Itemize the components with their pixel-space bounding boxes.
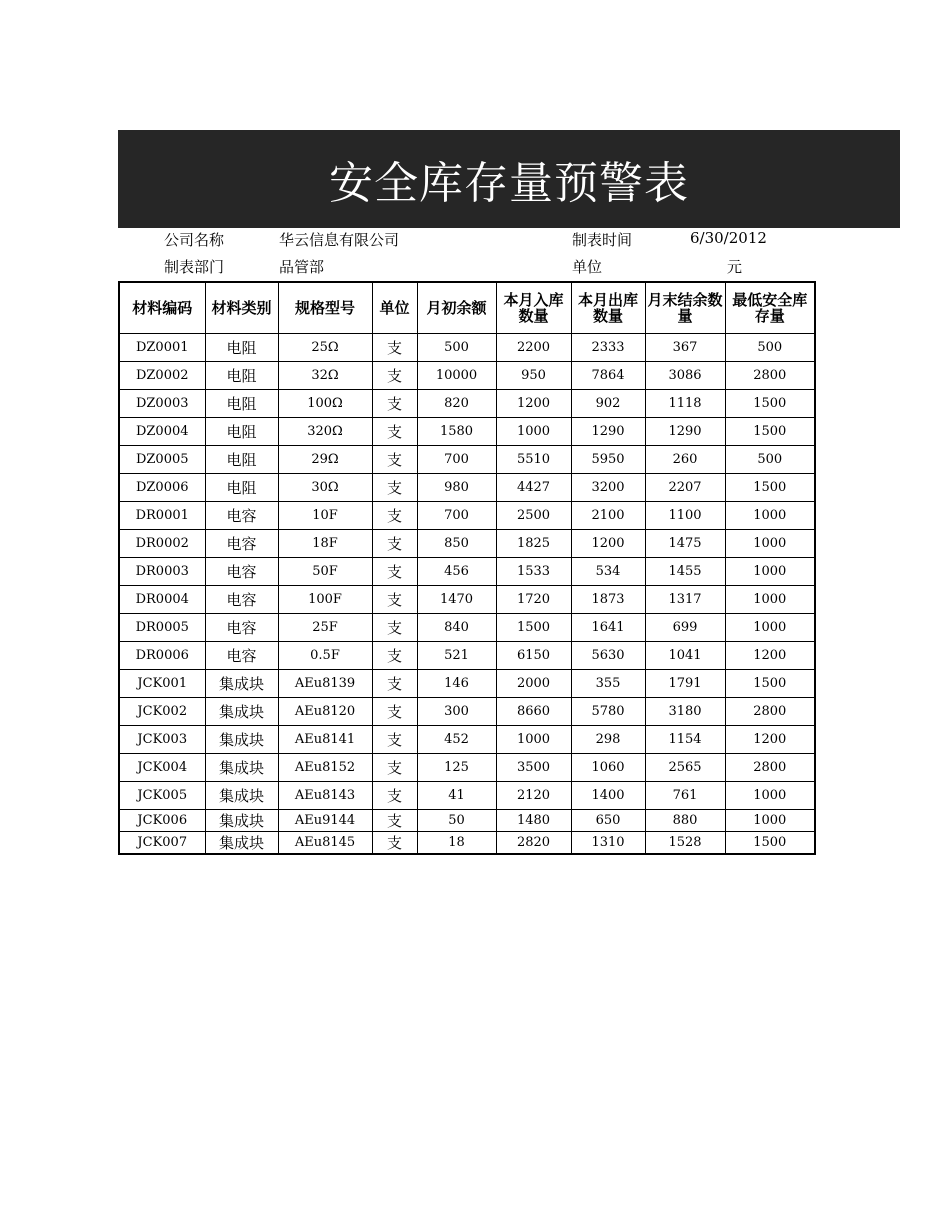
- cell-category: 电阻: [205, 446, 278, 474]
- cell-unit: 支: [372, 782, 417, 810]
- table-row: [119, 832, 815, 855]
- cell-inbound: 950: [496, 362, 571, 390]
- header-unit: 单位: [372, 282, 417, 334]
- cell-opening: 452: [417, 726, 496, 754]
- cell-category: 电阻: [205, 362, 278, 390]
- cell-safety: 2800: [725, 754, 815, 782]
- cell-spec: 50F: [278, 558, 372, 586]
- cell-spec: 10F: [278, 502, 372, 530]
- department-value: 品管部: [279, 258, 325, 276]
- header-outbound: 本月出库数量: [571, 282, 645, 334]
- table-row: [119, 502, 815, 530]
- cell-spec: 100F: [278, 586, 372, 614]
- cell-opening: 700: [417, 502, 496, 530]
- table-row: [119, 810, 815, 832]
- cell-code: JCK003: [119, 726, 205, 754]
- table-row: [119, 558, 815, 586]
- cell-unit: 支: [372, 446, 417, 474]
- cell-closing: 1100: [645, 502, 725, 530]
- cell-safety: 500: [725, 446, 815, 474]
- cell-inbound: 2200: [496, 334, 571, 362]
- cell-safety: 1500: [725, 418, 815, 446]
- cell-inbound: 1000: [496, 418, 571, 446]
- cell-closing: 2565: [645, 754, 725, 782]
- cell-outbound: 5630: [571, 642, 645, 670]
- cell-inbound: 1200: [496, 390, 571, 418]
- cell-opening: 10000: [417, 362, 496, 390]
- table-row: [119, 530, 815, 558]
- cell-inbound: 3500: [496, 754, 571, 782]
- cell-code: DZ0003: [119, 390, 205, 418]
- cell-inbound: 1500: [496, 614, 571, 642]
- cell-category: 集成块: [205, 754, 278, 782]
- cell-safety: 1000: [725, 586, 815, 614]
- cell-outbound: 2100: [571, 502, 645, 530]
- cell-inbound: 2500: [496, 502, 571, 530]
- cell-outbound: 1310: [571, 832, 645, 855]
- cell-safety: 1500: [725, 390, 815, 418]
- cell-outbound: 1873: [571, 586, 645, 614]
- cell-outbound: 902: [571, 390, 645, 418]
- cell-outbound: 650: [571, 810, 645, 832]
- cell-opening: 500: [417, 334, 496, 362]
- cell-inbound: 1480: [496, 810, 571, 832]
- cell-inbound: 1720: [496, 586, 571, 614]
- table-row: [119, 698, 815, 726]
- company-label: 公司名称: [164, 231, 225, 249]
- cell-unit: 支: [372, 418, 417, 446]
- cell-code: DZ0001: [119, 334, 205, 362]
- header-spec: 规格型号: [278, 282, 372, 334]
- cell-closing: 2207: [645, 474, 725, 502]
- cell-closing: 1791: [645, 670, 725, 698]
- cell-inbound: 2120: [496, 782, 571, 810]
- cell-opening: 18: [417, 832, 496, 855]
- table-row: [119, 362, 815, 390]
- cell-outbound: 1200: [571, 530, 645, 558]
- cell-outbound: 7864: [571, 362, 645, 390]
- cell-safety: 1500: [725, 832, 815, 855]
- cell-opening: 1470: [417, 586, 496, 614]
- cell-opening: 850: [417, 530, 496, 558]
- cell-unit: 支: [372, 390, 417, 418]
- cell-code: DZ0005: [119, 446, 205, 474]
- cell-closing: 1528: [645, 832, 725, 855]
- inventory-table: [118, 281, 816, 855]
- cell-opening: 1580: [417, 418, 496, 446]
- cell-code: JCK007: [119, 832, 205, 855]
- cell-unit: 支: [372, 502, 417, 530]
- header-inbound: 本月入库数量: [496, 282, 571, 334]
- cell-closing: 260: [645, 446, 725, 474]
- cell-opening: 41: [417, 782, 496, 810]
- cell-code: DR0001: [119, 502, 205, 530]
- cell-closing: 1317: [645, 586, 725, 614]
- cell-category: 集成块: [205, 782, 278, 810]
- cell-inbound: 8660: [496, 698, 571, 726]
- table-row: [119, 586, 815, 614]
- cell-opening: 521: [417, 642, 496, 670]
- table-row: [119, 754, 815, 782]
- cell-closing: 367: [645, 334, 725, 362]
- cell-category: 电阻: [205, 474, 278, 502]
- cell-category: 集成块: [205, 698, 278, 726]
- cell-unit: 支: [372, 642, 417, 670]
- cell-category: 集成块: [205, 810, 278, 832]
- cell-safety: 2800: [725, 698, 815, 726]
- cell-opening: 980: [417, 474, 496, 502]
- cell-category: 电容: [205, 586, 278, 614]
- cell-inbound: 2820: [496, 832, 571, 855]
- cell-opening: 456: [417, 558, 496, 586]
- cell-closing: 1290: [645, 418, 725, 446]
- cell-spec: AEu8152: [278, 754, 372, 782]
- cell-unit: 支: [372, 530, 417, 558]
- cell-spec: 320Ω: [278, 418, 372, 446]
- cell-safety: 1500: [725, 670, 815, 698]
- cell-category: 电阻: [205, 390, 278, 418]
- table-header-row: [119, 282, 815, 334]
- cell-category: 电容: [205, 558, 278, 586]
- table-row: [119, 334, 815, 362]
- company-value: 华云信息有限公司: [279, 231, 400, 249]
- cell-unit: 支: [372, 754, 417, 782]
- table-row: [119, 418, 815, 446]
- cell-closing: 880: [645, 810, 725, 832]
- header-category: 材料类别: [205, 282, 278, 334]
- cell-spec: AEu8143: [278, 782, 372, 810]
- cell-code: DR0003: [119, 558, 205, 586]
- cell-inbound: 1825: [496, 530, 571, 558]
- cell-code: DR0004: [119, 586, 205, 614]
- cell-opening: 125: [417, 754, 496, 782]
- cell-outbound: 3200: [571, 474, 645, 502]
- header-code: 材料编码: [119, 282, 205, 334]
- cell-unit: 支: [372, 698, 417, 726]
- cell-category: 电容: [205, 530, 278, 558]
- cell-category: 电容: [205, 502, 278, 530]
- cell-unit: 支: [372, 558, 417, 586]
- cell-outbound: 1400: [571, 782, 645, 810]
- cell-spec: AEu8145: [278, 832, 372, 855]
- cell-spec: AEu8139: [278, 670, 372, 698]
- cell-opening: 146: [417, 670, 496, 698]
- department-label: 制表部门: [164, 258, 225, 276]
- cell-code: DR0005: [119, 614, 205, 642]
- cell-code: DZ0002: [119, 362, 205, 390]
- cell-spec: 32Ω: [278, 362, 372, 390]
- header-safety: 最低安全库存量: [725, 282, 815, 334]
- cell-opening: 700: [417, 446, 496, 474]
- table-row: [119, 390, 815, 418]
- cell-closing: 3180: [645, 698, 725, 726]
- cell-code: JCK006: [119, 810, 205, 832]
- cell-inbound: 1533: [496, 558, 571, 586]
- cell-category: 电容: [205, 614, 278, 642]
- cell-closing: 1455: [645, 558, 725, 586]
- cell-safety: 1000: [725, 782, 815, 810]
- cell-inbound: 1000: [496, 726, 571, 754]
- cell-inbound: 6150: [496, 642, 571, 670]
- cell-spec: 30Ω: [278, 474, 372, 502]
- cell-closing: 1118: [645, 390, 725, 418]
- cell-outbound: 1290: [571, 418, 645, 446]
- cell-opening: 820: [417, 390, 496, 418]
- cell-outbound: 534: [571, 558, 645, 586]
- cell-category: 电容: [205, 642, 278, 670]
- table-row: [119, 782, 815, 810]
- cell-inbound: 5510: [496, 446, 571, 474]
- table-row: [119, 642, 815, 670]
- cell-unit: 支: [372, 586, 417, 614]
- cell-unit: 支: [372, 810, 417, 832]
- cell-spec: AEu9144: [278, 810, 372, 832]
- cell-category: 集成块: [205, 670, 278, 698]
- cell-unit: 支: [372, 614, 417, 642]
- cell-code: JCK004: [119, 754, 205, 782]
- cell-outbound: 1060: [571, 754, 645, 782]
- cell-safety: 1200: [725, 726, 815, 754]
- cell-outbound: 1641: [571, 614, 645, 642]
- cell-safety: 1500: [725, 474, 815, 502]
- cell-code: DR0006: [119, 642, 205, 670]
- cell-spec: 0.5F: [278, 642, 372, 670]
- cell-opening: 300: [417, 698, 496, 726]
- table-row: [119, 726, 815, 754]
- cell-unit: 支: [372, 334, 417, 362]
- cell-outbound: 5950: [571, 446, 645, 474]
- cell-safety: 1000: [725, 558, 815, 586]
- cell-code: JCK005: [119, 782, 205, 810]
- cell-opening: 840: [417, 614, 496, 642]
- cell-outbound: 298: [571, 726, 645, 754]
- cell-safety: 2800: [725, 362, 815, 390]
- cell-category: 集成块: [205, 832, 278, 855]
- cell-code: DZ0004: [119, 418, 205, 446]
- cell-spec: AEu8141: [278, 726, 372, 754]
- date-value: 6/30/2012: [690, 229, 767, 247]
- cell-unit: 支: [372, 670, 417, 698]
- cell-opening: 50: [417, 810, 496, 832]
- cell-unit: 支: [372, 362, 417, 390]
- table-row: [119, 670, 815, 698]
- cell-inbound: 2000: [496, 670, 571, 698]
- cell-closing: 1475: [645, 530, 725, 558]
- cell-code: DZ0006: [119, 474, 205, 502]
- cell-closing: 699: [645, 614, 725, 642]
- cell-safety: 1200: [725, 642, 815, 670]
- cell-safety: 1000: [725, 614, 815, 642]
- cell-unit: 支: [372, 474, 417, 502]
- table-row: [119, 446, 815, 474]
- cell-code: JCK002: [119, 698, 205, 726]
- cell-outbound: 2333: [571, 334, 645, 362]
- unit-value: 元: [727, 258, 743, 276]
- cell-category: 电阻: [205, 334, 278, 362]
- cell-code: DR0002: [119, 530, 205, 558]
- cell-spec: 25Ω: [278, 334, 372, 362]
- cell-code: JCK001: [119, 670, 205, 698]
- cell-spec: 29Ω: [278, 446, 372, 474]
- cell-safety: 500: [725, 334, 815, 362]
- cell-closing: 3086: [645, 362, 725, 390]
- table-row: [119, 614, 815, 642]
- header-closing: 月末结余数量: [645, 282, 725, 334]
- cell-outbound: 5780: [571, 698, 645, 726]
- table-row: [119, 474, 815, 502]
- cell-spec: 100Ω: [278, 390, 372, 418]
- cell-spec: 25F: [278, 614, 372, 642]
- cell-inbound: 4427: [496, 474, 571, 502]
- unit-label: 单位: [572, 258, 603, 276]
- header-opening: 月初余额: [417, 282, 496, 334]
- cell-safety: 1000: [725, 530, 815, 558]
- cell-closing: 761: [645, 782, 725, 810]
- cell-spec: AEu8120: [278, 698, 372, 726]
- cell-unit: 支: [372, 832, 417, 855]
- cell-outbound: 355: [571, 670, 645, 698]
- cell-category: 电阻: [205, 418, 278, 446]
- report-title: 安全库存量预警表: [118, 130, 900, 228]
- cell-unit: 支: [372, 726, 417, 754]
- cell-spec: 18F: [278, 530, 372, 558]
- cell-closing: 1154: [645, 726, 725, 754]
- cell-safety: 1000: [725, 502, 815, 530]
- cell-category: 集成块: [205, 726, 278, 754]
- date-label: 制表时间: [572, 231, 633, 249]
- cell-closing: 1041: [645, 642, 725, 670]
- cell-safety: 1000: [725, 810, 815, 832]
